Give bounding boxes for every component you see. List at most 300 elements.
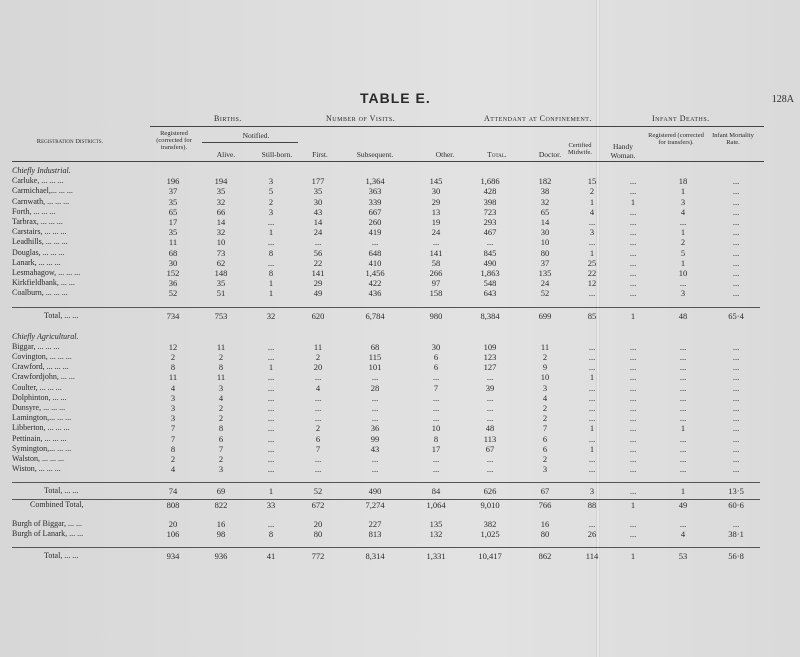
table-cell: 8 [268, 268, 274, 279]
table-cell: ... [314, 237, 322, 248]
page-number: 128A [771, 94, 794, 105]
table-cell: ... [267, 403, 275, 414]
table-cell: ... [432, 392, 440, 403]
row-label: Crawfordjohn, ... ... [12, 372, 75, 382]
table-cell: 132 [429, 528, 443, 539]
table-cell: 2 [542, 413, 548, 424]
table-cell: 101 [368, 362, 382, 373]
table-cell: 2 [218, 352, 224, 363]
table-cell: ... [732, 237, 740, 248]
table-cell: 30 [540, 227, 550, 238]
combined-total-row [12, 500, 760, 511]
table-cell: ... [732, 278, 740, 289]
table-cell: 4 [315, 382, 321, 393]
table-cell: 109 [483, 341, 497, 352]
table-cell: ... [314, 372, 322, 383]
table-cell: 1 [680, 423, 686, 434]
table-cell: 2 [542, 403, 548, 414]
table-cell: ... [267, 454, 275, 465]
table-cell: 672 [296, 500, 340, 511]
table-row [12, 434, 760, 444]
table-cell: 60·6 [712, 500, 760, 511]
table-cell: ... [432, 464, 440, 475]
table-cell: ... [432, 454, 440, 465]
table-cell: ... [267, 372, 275, 383]
section-heading-row [12, 332, 760, 342]
spacer-cell [12, 299, 760, 308]
table-cell: 7 [542, 423, 548, 434]
row-label: Total, ... ... [12, 548, 150, 565]
table-cell: 293 [483, 217, 497, 228]
table-cell: 3 [542, 382, 548, 393]
table-cell: 4 [170, 464, 176, 475]
table-cell: ... [679, 464, 687, 475]
table-row [12, 342, 760, 352]
table-cell: 66 [216, 206, 226, 217]
row-label: Symington,... ... ... [12, 443, 72, 453]
table-cell: ... [629, 217, 637, 228]
table-cell: 69 [196, 483, 246, 500]
table-cell: 20 [313, 518, 323, 529]
table-cell: 3 [170, 392, 176, 403]
table-row [12, 403, 760, 413]
table-cell: 6 [315, 433, 321, 444]
table-cell: 80 [540, 247, 550, 258]
row-label: Dunsyre, ... ... ... [12, 403, 66, 413]
table-cell: 490 [483, 257, 497, 268]
table-cell: 32 [216, 227, 226, 238]
table-row [12, 372, 760, 382]
table-cell: 52 [168, 288, 178, 299]
table-row [12, 207, 760, 217]
header-rule-top [150, 126, 764, 127]
table-cell: 6 [218, 433, 224, 444]
table-cell: 35 [216, 186, 226, 197]
table-cell: ... [629, 176, 637, 187]
table-cell: 6 [433, 352, 439, 363]
table-cell: 2 [218, 413, 224, 424]
spacer-row [12, 299, 760, 308]
table-cell: 65·4 [712, 307, 760, 324]
table-cell: 11 [216, 341, 226, 352]
table-row [12, 413, 760, 423]
table-cell: 182 [538, 176, 552, 187]
table-cell: 4 [589, 206, 595, 217]
row-label: Coalburn, ... ... ... [12, 288, 68, 298]
table-cell: 3 [680, 196, 686, 207]
group-infant-deaths: Infant Deaths. [652, 114, 710, 123]
table-cell: 3 [170, 403, 176, 414]
group-births: Births. [214, 114, 242, 123]
table-cell: 2 [680, 237, 686, 248]
table-cell: ... [732, 403, 740, 414]
table-cell: 548 [483, 278, 497, 289]
table-cell: 1 [268, 362, 274, 373]
table-cell: ... [732, 217, 740, 228]
table-cell: 4 [170, 382, 176, 393]
table-cell: 29 [313, 278, 323, 289]
table-cell: ... [314, 403, 322, 414]
table-cell: ... [629, 237, 637, 248]
table-cell: 1 [246, 483, 296, 500]
table-cell: 24 [540, 278, 550, 289]
table-cell: ... [588, 413, 596, 424]
header-infant-registered: Registered (corrected for transfers). [648, 132, 704, 146]
table-cell: ... [486, 372, 494, 383]
table-cell: 934 [150, 548, 196, 565]
table-cell: ... [679, 433, 687, 444]
table-cell: ... [371, 237, 379, 248]
section-heading: Chiefly Agricultural. [12, 331, 79, 341]
table-cell: 7 [315, 443, 321, 454]
header-other: Other. [435, 150, 455, 159]
total-row [12, 307, 760, 324]
row-label: Wiston, ... ... ... [12, 464, 61, 474]
table-cell: ... [629, 392, 637, 403]
table-cell: ... [588, 382, 596, 393]
table-cell: ... [732, 227, 740, 238]
table-cell: 467 [483, 227, 497, 238]
table-cell: 2 [542, 454, 548, 465]
table-cell: ... [732, 341, 740, 352]
table-row [12, 423, 760, 433]
table-cell: ... [486, 454, 494, 465]
table-cell: 135 [538, 268, 552, 279]
table-cell: 38 [540, 186, 550, 197]
table-cell: 2 [315, 352, 321, 363]
table-cell: 8 [268, 247, 274, 258]
table-cell: 52 [540, 288, 550, 299]
table-cell: 1,456 [365, 268, 385, 279]
table-cell: ... [588, 403, 596, 414]
table-cell: ... [629, 413, 637, 424]
spacer-cell [12, 511, 760, 519]
table-cell: 22 [313, 257, 323, 268]
table-cell: 28 [370, 382, 380, 393]
table-cell: 115 [368, 352, 382, 363]
table-cell: 8 [268, 528, 274, 539]
header-mortality-rate: Infant Mortality Rate. [712, 132, 754, 146]
table-cell: 822 [196, 500, 246, 511]
header-midwife: Certified Midwife. [567, 142, 592, 156]
table-cell: ... [267, 464, 275, 475]
table-cell: ... [612, 483, 654, 500]
spacer-cell [12, 474, 760, 483]
table-cell: ... [267, 413, 275, 424]
table-cell: 80 [313, 528, 323, 539]
row-label: Douglas, ... ... ... [12, 247, 65, 257]
table-cell: 10 [678, 268, 688, 279]
table-cell: 14 [313, 217, 323, 228]
table-cell: 699 [518, 307, 572, 324]
table-cell: ... [732, 433, 740, 444]
table-cell: 6 [542, 433, 548, 444]
table-cell: 16 [216, 518, 226, 529]
table-cell: 10 [216, 237, 226, 248]
row-label: Biggar, ... ... ... [12, 341, 60, 351]
table-cell: 428 [483, 186, 497, 197]
row-label: Crawford, ... ... ... [12, 362, 69, 372]
table-cell: ... [267, 257, 275, 268]
table-cell: 723 [483, 206, 497, 217]
table-cell: ... [629, 403, 637, 414]
table-cell: 8 [170, 443, 176, 454]
table-cell: ... [588, 237, 596, 248]
row-label: Lamington,... ... ... [12, 413, 72, 423]
header-rule-bottom [12, 161, 764, 162]
table-cell: 19 [431, 217, 441, 228]
table-cell: 6,784 [340, 307, 410, 324]
table-cell: 11 [168, 372, 178, 383]
table-cell: 2 [589, 186, 595, 197]
spacer-row [12, 539, 760, 548]
table-cell: ... [679, 392, 687, 403]
table-cell: 436 [368, 288, 382, 299]
table-cell: 37 [540, 257, 550, 268]
table-cell: 10,417 [462, 548, 518, 565]
table-cell: 67 [518, 483, 572, 500]
table-cell: 85 [572, 307, 612, 324]
header-registered: Registered (corrected for transfers). [156, 130, 192, 151]
table-cell: ... [629, 247, 637, 258]
table-cell: ... [486, 413, 494, 424]
table-cell: ... [732, 288, 740, 299]
table-cell: 123 [483, 352, 497, 363]
table-cell: 152 [166, 268, 180, 279]
table-cell: ... [732, 372, 740, 383]
table-cell: 419 [368, 227, 382, 238]
table-cell: ... [629, 443, 637, 454]
table-cell: 8 [218, 423, 224, 434]
table-cell: ... [629, 341, 637, 352]
row-label: Leadhills, ... ... ... [12, 237, 68, 247]
table-cell: ... [432, 413, 440, 424]
table-cell: ... [629, 206, 637, 217]
table-cell: 2 [170, 454, 176, 465]
table-cell: 7,274 [340, 500, 410, 511]
table-cell: 33 [246, 500, 296, 511]
table-cell: 80 [540, 528, 550, 539]
table-cell: 260 [368, 217, 382, 228]
header-district: Registration Districts. [36, 138, 104, 145]
table-cell: 398 [483, 196, 497, 207]
table-cell: ... [371, 372, 379, 383]
table-row [12, 464, 760, 474]
table-cell: ... [732, 423, 740, 434]
table-cell: 32 [540, 196, 550, 207]
table-cell: 97 [431, 278, 441, 289]
table-cell: 14 [540, 217, 550, 228]
table-cell: 10 [540, 237, 550, 248]
table-cell: 1,863 [480, 268, 500, 279]
table-cell: 88 [572, 500, 612, 511]
table-cell: 1 [589, 423, 595, 434]
table-cell: ... [732, 268, 740, 279]
table-cell: ... [732, 518, 740, 529]
table-cell: 11 [216, 372, 226, 383]
table-cell: 8 [433, 433, 439, 444]
table-cell: 53 [654, 548, 712, 565]
table-cell: ... [679, 278, 687, 289]
row-label: Carmichael,... ... ... [12, 186, 73, 196]
table-cell: 11 [313, 341, 323, 352]
table-cell: ... [732, 247, 740, 258]
spacer-row [12, 324, 760, 332]
table-cell: 1 [589, 372, 595, 383]
header-first: First. [312, 150, 328, 159]
table-cell: ... [629, 433, 637, 444]
table-cell: 227 [368, 518, 382, 529]
table-cell: ... [679, 372, 687, 383]
table-cell: 67 [485, 443, 495, 454]
table-cell: 2 [315, 423, 321, 434]
table-cell: 52 [296, 483, 340, 500]
table-cell: 1 [589, 443, 595, 454]
row-label: Lanark, ... ... ... [12, 257, 61, 267]
table-cell: 10 [540, 372, 550, 383]
table-cell: 1 [680, 186, 686, 197]
table-cell: ... [629, 423, 637, 434]
table-cell: 58 [431, 257, 441, 268]
table-cell: ... [588, 288, 596, 299]
table-cell: ... [486, 464, 494, 475]
table-cell: 99 [370, 433, 380, 444]
table-row [12, 362, 760, 372]
table-cell: ... [732, 454, 740, 465]
header-handy-woman: Handy Woman. [610, 142, 636, 160]
table-cell: ... [629, 372, 637, 383]
table-cell: ... [267, 341, 275, 352]
table-cell: 17 [431, 443, 441, 454]
table-cell: ... [588, 217, 596, 228]
table-cell: 141 [429, 247, 443, 258]
table-cell: ... [588, 454, 596, 465]
table-cell: ... [679, 443, 687, 454]
table-cell: 626 [462, 483, 518, 500]
table-cell: ... [267, 392, 275, 403]
table-cell: ... [314, 392, 322, 403]
table-cell: ... [732, 464, 740, 475]
table-cell: 1 [268, 227, 274, 238]
header-notified: Notified. [242, 131, 270, 140]
table-cell: ... [629, 362, 637, 373]
table-cell: 1,686 [480, 176, 500, 187]
header-total: Total. [487, 150, 507, 159]
table-cell: 3 [170, 413, 176, 424]
table-cell: 177 [311, 176, 325, 187]
row-label: Carnwath, ... ... ... [12, 196, 70, 206]
table-cell: 980 [410, 307, 462, 324]
table-cell: 26 [587, 528, 597, 539]
table-cell: ... [588, 362, 596, 373]
row-label: Carluke, ... ... ... [12, 176, 64, 186]
table-cell: 1 [654, 483, 712, 500]
table-cell: ... [588, 392, 596, 403]
table-cell: 339 [368, 196, 382, 207]
row-label: Combined Total, [12, 500, 150, 511]
table-cell: 2 [170, 352, 176, 363]
table-cell: 30 [431, 186, 441, 197]
table-cell: 39 [485, 382, 495, 393]
table-cell: ... [314, 413, 322, 424]
table-cell: 127 [483, 362, 497, 373]
table-cell: ... [371, 392, 379, 403]
table-row [12, 227, 760, 237]
table-row [12, 248, 760, 258]
table-cell: 11 [540, 341, 550, 352]
table-cell: ... [486, 392, 494, 403]
table-cell: 1 [680, 257, 686, 268]
table-cell: ... [432, 237, 440, 248]
table-cell: 38·1 [728, 528, 744, 539]
table-cell: ... [629, 227, 637, 238]
row-label: Coulter, ... ... ... [12, 382, 62, 392]
table-cell: ... [588, 464, 596, 475]
table-cell: 7 [170, 423, 176, 434]
table-cell: ... [679, 382, 687, 393]
header-subsequent: Subsequent. [356, 150, 394, 159]
table-cell: 36 [168, 278, 178, 289]
table-cell: 113 [483, 433, 497, 444]
table-cell: ... [371, 403, 379, 414]
table-cell: ... [629, 268, 637, 279]
table-cell: ... [732, 382, 740, 393]
table-cell: ... [267, 382, 275, 393]
table-cell: ... [588, 352, 596, 363]
table-cell: 158 [429, 288, 443, 299]
table-cell: ... [629, 278, 637, 289]
table-cell: 30 [431, 341, 441, 352]
table-cell: 20 [168, 518, 178, 529]
table-cell: 48 [654, 307, 712, 324]
table-cell: ... [679, 217, 687, 228]
table-cell: 32 [246, 307, 296, 324]
table-cell: 12 [587, 278, 597, 289]
table-row [12, 519, 760, 529]
table-cell: 36 [370, 423, 380, 434]
table-cell: 65 [168, 206, 178, 217]
table-cell: 30 [168, 257, 178, 268]
table-cell: ... [267, 352, 275, 363]
table-cell: 32 [216, 196, 226, 207]
section-heading-row [12, 166, 760, 176]
table-cell: ... [679, 518, 687, 529]
table-cell: 22 [587, 268, 597, 279]
row-label: Forth, ... ... ... [12, 206, 56, 216]
table-cell: 1 [268, 278, 274, 289]
table-row [12, 278, 760, 288]
table-cell: 98 [216, 528, 226, 539]
table-cell: 37 [168, 186, 178, 197]
table-cell: 6 [433, 362, 439, 373]
table-row [12, 352, 760, 362]
table-cell: 7 [170, 433, 176, 444]
table-cell: 2 [542, 352, 548, 363]
table-cell: 2 [218, 454, 224, 465]
table-cell: 35 [168, 196, 178, 207]
table-cell: 106 [166, 528, 180, 539]
table-cell: ... [732, 176, 740, 187]
table-row [12, 288, 760, 298]
spacer-cell [12, 324, 760, 332]
table-cell: ... [588, 341, 596, 352]
table-cell: 41 [246, 548, 296, 565]
table-row [12, 529, 760, 539]
header-stillborn: Still-born. [261, 150, 293, 159]
table-cell: 13·5 [712, 483, 760, 500]
table-cell: 1,331 [410, 548, 462, 565]
table-cell: 17 [168, 217, 178, 228]
